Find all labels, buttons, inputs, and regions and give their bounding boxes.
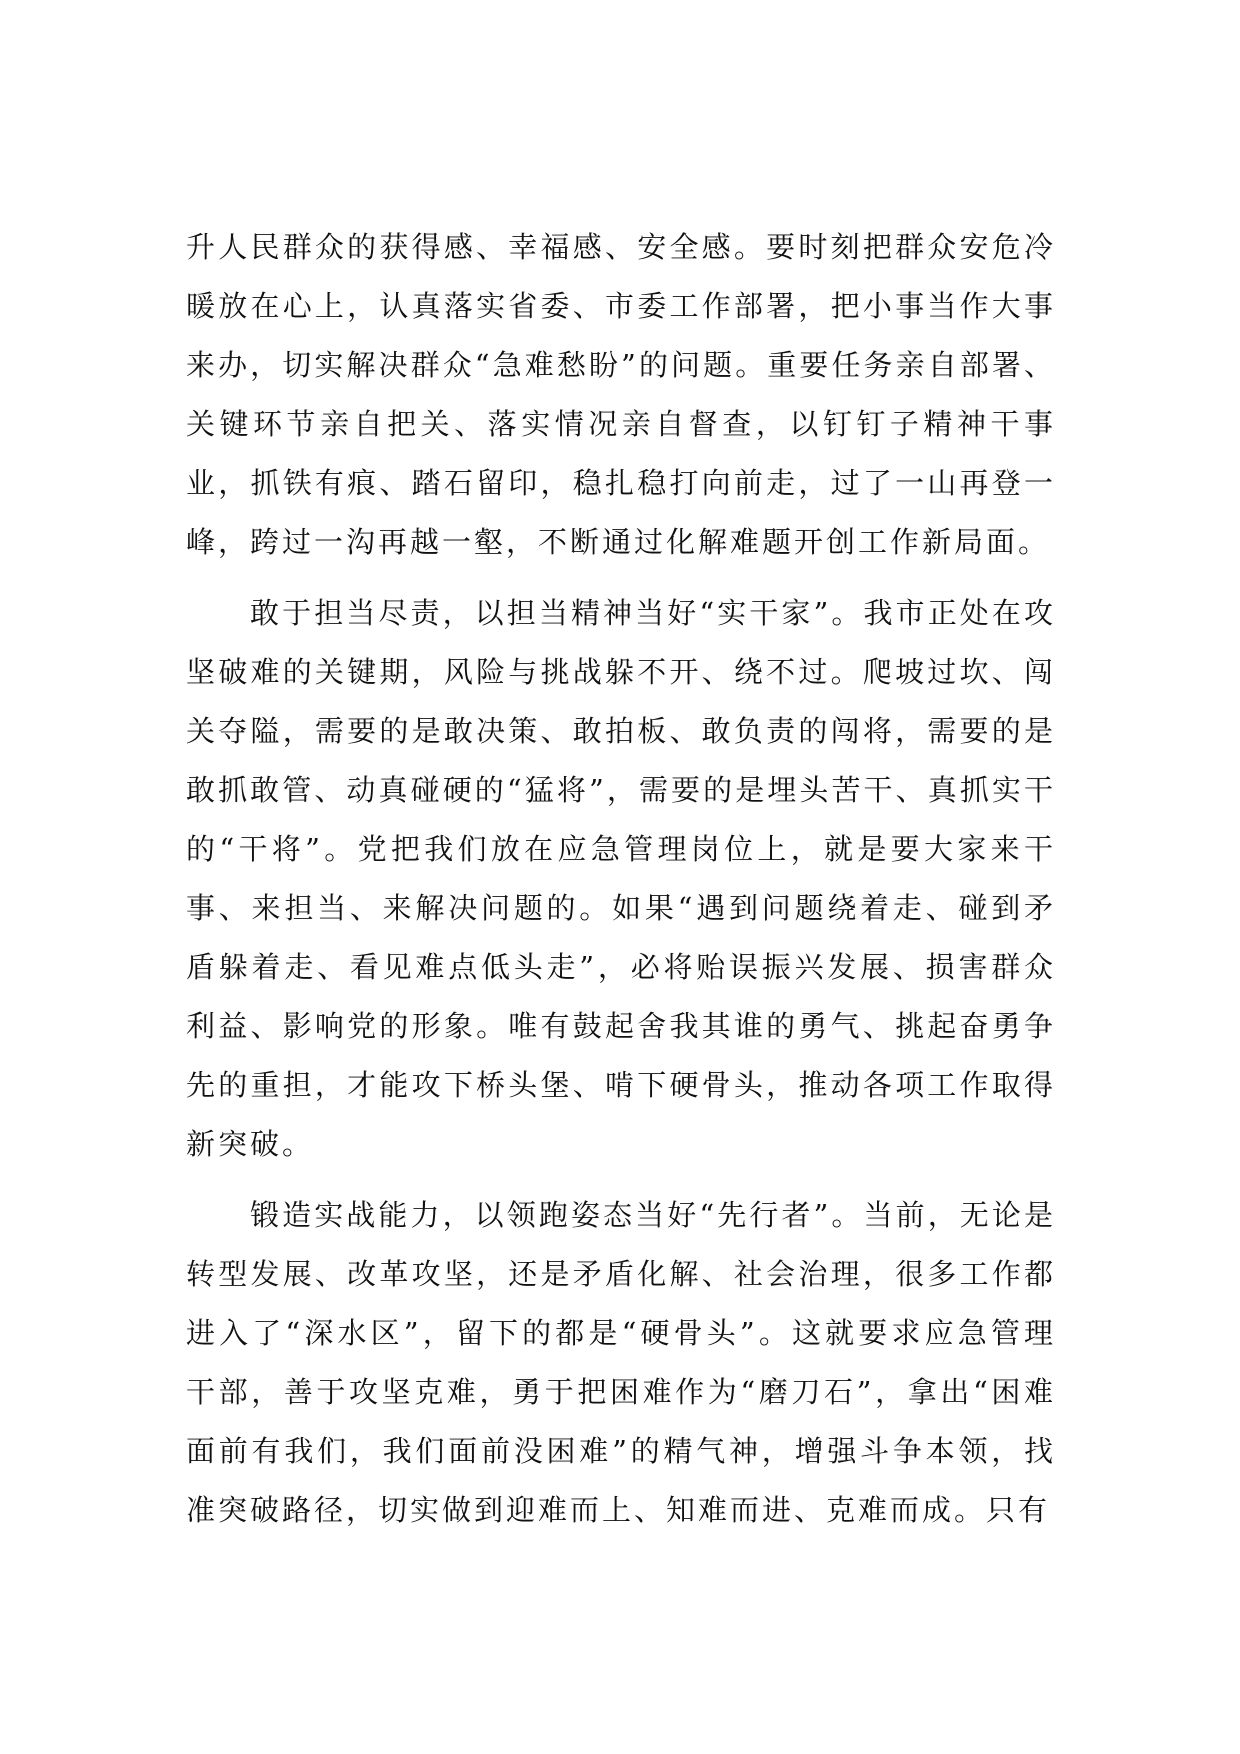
paragraph-continuation: 升人民群众的获得感、幸福感、安全感。要时刻把群众安危冷暖放在心上，认真落实省委、市委工作部署，把小事当作大事来办，切实解决群众“急难愁盼”的问题。重要任务亲自部署、关键环节亲自把关、落实情况亲自督查，以钉钉子精神干事业，抓铁有痕、踏石留印，稳扎稳打向前走，过了一山再登一峰，跨过一沟再越一壑，不断通过化解难题开创工作新局面。 bbox=[186, 230, 1056, 559]
document-body bbox=[186, 218, 1056, 1552]
paragraph-responsibility: 敢于担当尽责，以担当精神当好“实干家”。我市正处在攻坚破难的关键期，风险与挑战躲不开、绕不过。爬坡过坎、闯关夺隘，需要的是敢决策、敢拍板、敢负责的闯将，需要的是敢抓敢管、动真碰硬的“猛将”，需要的是埋头苦干、真抓实干的“干将”。党把我们放在应急管理岗位上，就是要大家来干事、来担当、来解决问题的。如果“遇到问题绕着走、碰到矛盾躲着走、看见难点低头走”，必将贻误振兴发展、损害群众利益、影响党的形象。唯有鼓起舍我其谁的勇气、挑起奋勇争先的重担，才能攻下桥头堡、啃下硬骨头，推动各项工作取得新突破。 bbox=[186, 596, 1056, 1161]
paragraph-capability: 锻造实战能力，以领跑姿态当好“先行者”。当前，无论是转型发展、改革攻坚，还是矛盾化解、社会治理，很多工作都进入了“深水区”，留下的都是“硬骨头”。这就要求应急管理干部，善于攻坚克难，勇于把困难作为“磨刀石”，拿出“困难面前有我们，我们面前没困难”的精气神，增强斗争本领，找准突破路径，切实做到迎难而上、知难而进、克难而成。只有 bbox=[186, 1198, 1056, 1527]
